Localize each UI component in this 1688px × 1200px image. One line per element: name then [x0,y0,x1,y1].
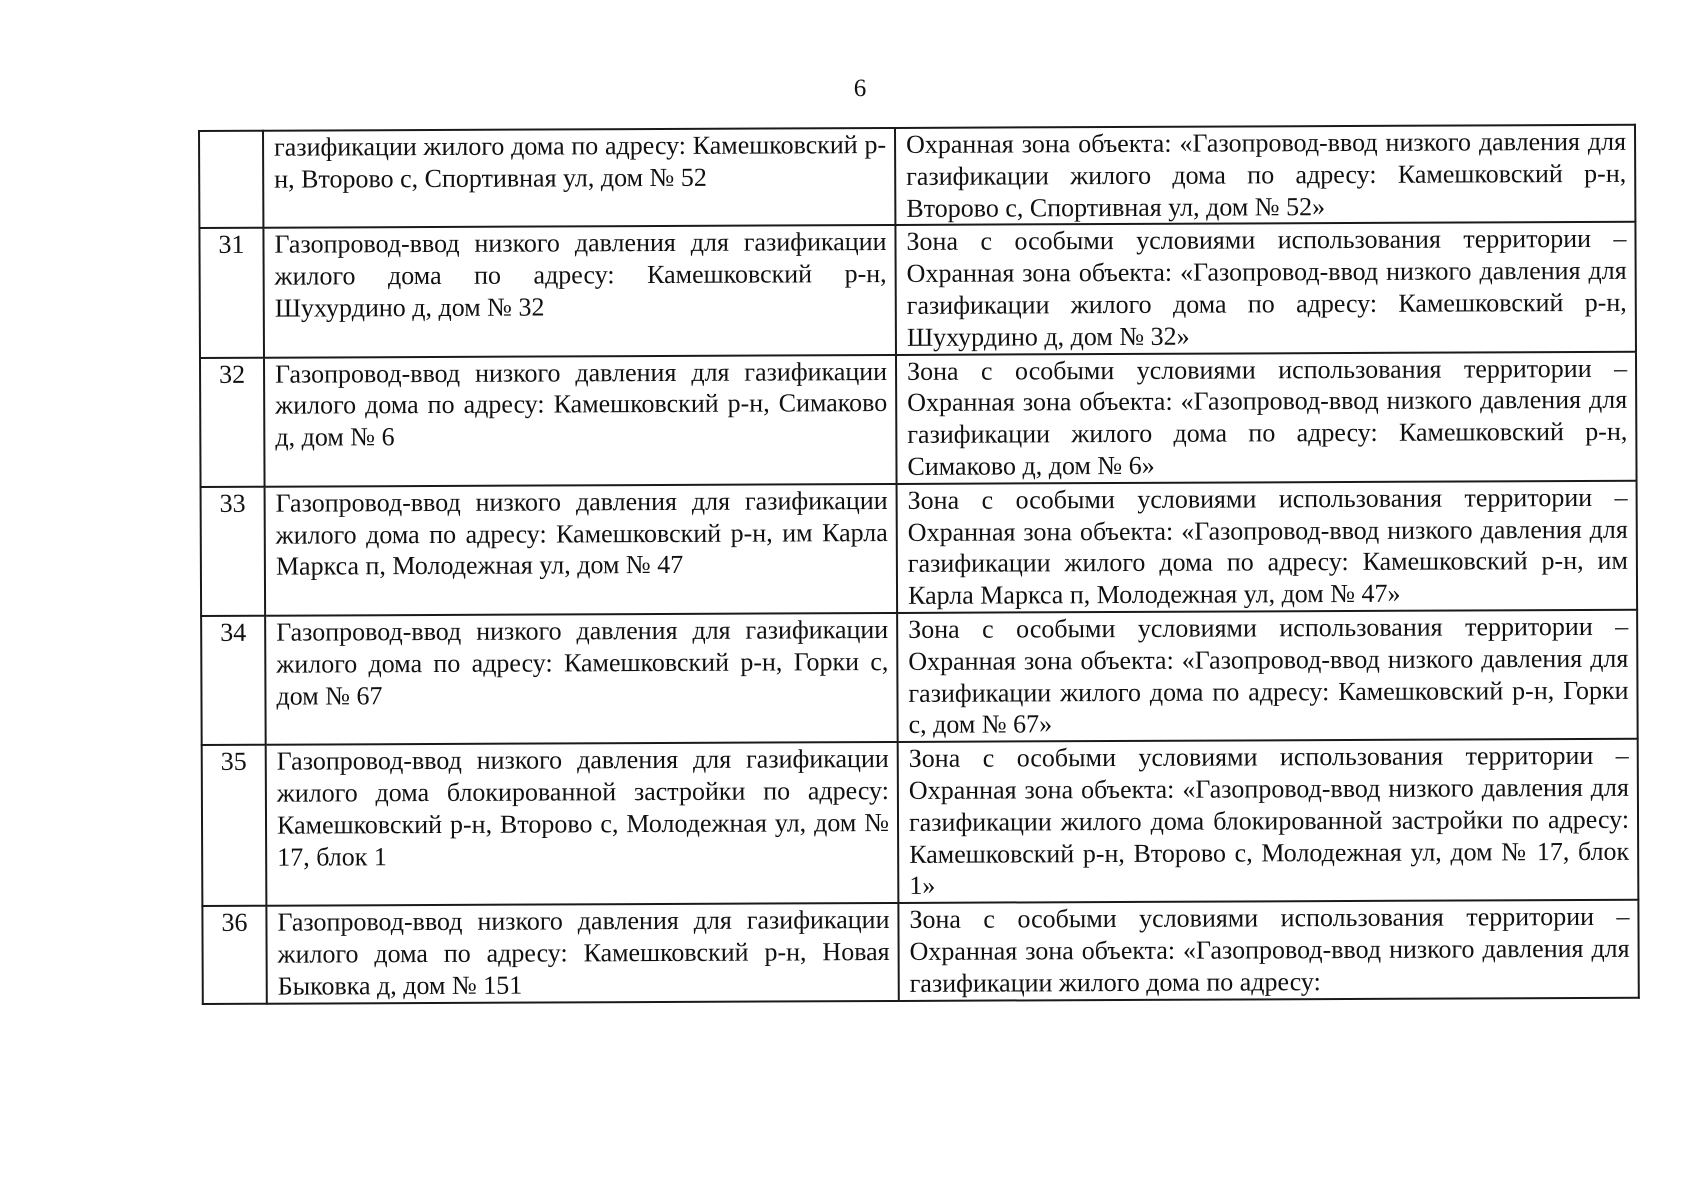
zones-table [198,124,1640,1005]
zone-description-cell: Зона с особыми условиями использования территории – Охранная зона объекта: «Газопровод-ввод низкого давления для газификации жилого дома по адресу: Камешковский р-н, Шухурдино д, дом № 32» [895,222,1636,354]
zone-description-cell: Зона с особыми условиями использования территории – Охранная зона объекта: «Газопровод-ввод низкого давления для газификации жилого дома по адресу: Камешковский р-н, им Карла Маркса п, Молодежная ул, дом № 47» [897,480,1638,612]
object-name-cell: газификации жилого дома по адресу: Камешковский р-н, Второво с, Спортивная ул, дом № 52 [263,128,895,228]
table-row [201,610,1638,745]
table-row [199,222,1636,357]
object-name-cell: Газопровод-ввод низкого давления для газификации жилого дома блокированной застройки по адресу: Камешковский р-н, Второво с, Молодежная ул, дом № 17, блок 1 [266,742,899,906]
row-number-cell: 32 [200,357,265,486]
table-row [200,351,1637,486]
table-row [202,739,1639,906]
zone-description-cell: Зона с особыми условиями использования территории – Охранная зона объекта: «Газопровод-ввод низкого давления для газификации жилого дома блокированной застройки по адресу: Камешковский р-н, Второво с, Молодежная ул, дом № 17, блок 1» [898,739,1639,903]
page-number: 6 [853,75,867,102]
row-number-cell: 35 [202,745,267,906]
row-number-cell: 36 [202,906,266,1004]
object-name-cell: Газопровод-ввод низкого давления для газификации жилого дома по адресу: Камешковский р-н, Симаково д, дом № 6 [264,355,897,487]
object-name-cell: Газопровод-ввод низкого давления для газификации жилого дома по адресу: Камешковский р-н, Шухурдино д, дом № 32 [263,225,896,357]
row-number-cell: 34 [201,616,266,745]
table-row [199,125,1635,229]
row-number-cell: 31 [199,228,264,357]
table-row [201,480,1638,615]
zone-description-cell: Охранная зона объекта: «Газопровод-ввод низкого давления для газификации жилого дома по адресу: Камешковский р-н, Второво с, Спортивная ул, дом № 52» [895,125,1635,226]
object-name-cell: Газопровод-ввод низкого давления для газификации жилого дома по адресу: Камешковский р-н, им Карла Маркса п, Молодежная ул, дом № 47 [265,484,898,616]
object-name-cell: Газопровод-ввод низкого давления для газификации жилого дома по адресу: Камешковский р-н, Новая Быковка д, дом № 151 [266,903,898,1003]
row-number-cell: 33 [201,486,266,615]
zone-description-cell: Зона с особыми условиями использования территории – Охранная зона объекта: «Газопровод-ввод низкого давления для газификации жилого дома по адресу: [898,900,1638,1001]
row-number-cell [199,131,263,229]
table-row [202,900,1638,1004]
zones-table-body [199,125,1639,1004]
object-name-cell: Газопровод-ввод низкого давления для газификации жилого дома по адресу: Камешковский р-н, Горки с, дом № 67 [265,613,898,745]
zone-description-cell: Зона с особыми условиями использования территории – Охранная зона объекта: «Газопровод-ввод низкого давления для газификации жилого дома по адресу: Камешковский р-н, Горки с, дом № 67» [897,610,1638,742]
zone-description-cell: Зона с особыми условиями использования территории – Охранная зона объекта: «Газопровод-ввод низкого давления для газификации жилого дома по адресу: Камешковский р-н, Симаково д, дом № 6» [896,351,1637,483]
